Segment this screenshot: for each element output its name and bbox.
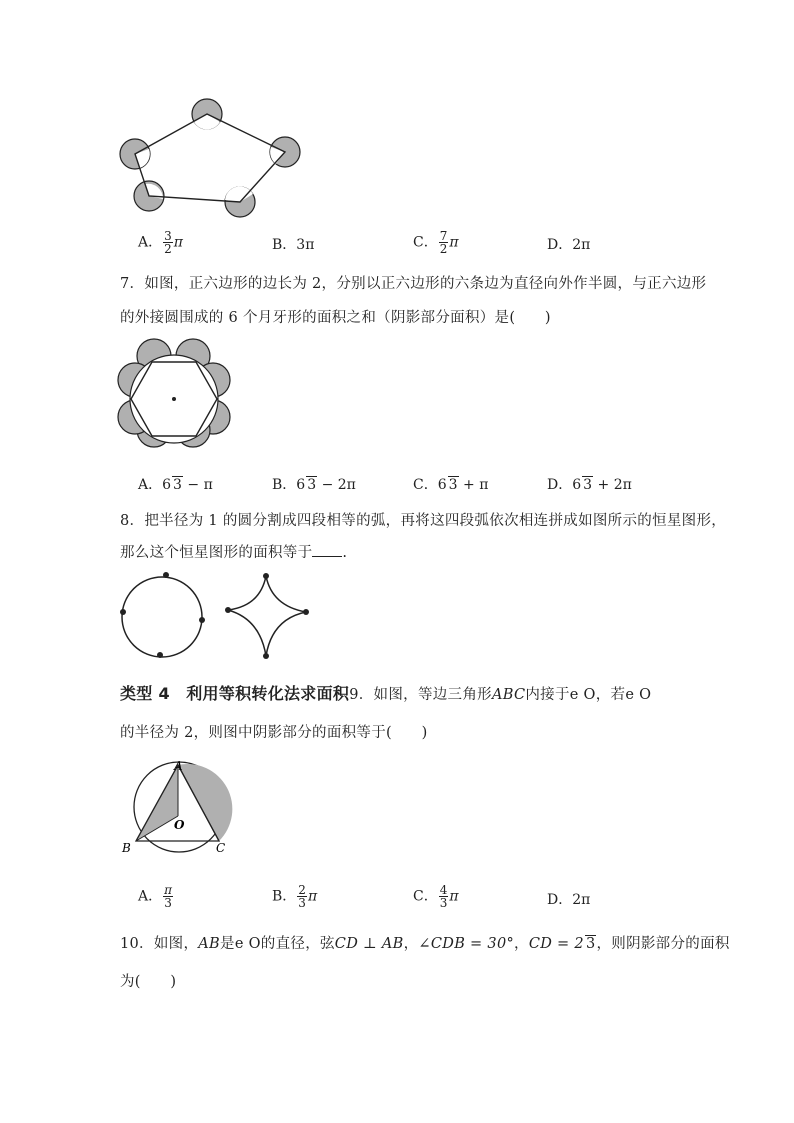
q8-answer-blank[interactable] bbox=[312, 544, 342, 557]
q9-option-b: B． $\frac{2}{3}$ π bbox=[272, 883, 318, 910]
q6-option-d: D．2π bbox=[547, 237, 591, 253]
section-heading-line: 类型 4 利用等积转化法求面积9．如图，等边三角形ABC内接于e O，若e O bbox=[120, 684, 652, 703]
section-heading: 类型 4 利用等积转化法求面积 bbox=[120, 684, 350, 703]
q7-option-a: A．6 3 − π bbox=[138, 477, 213, 493]
q10-text-line2: 为( ) bbox=[120, 974, 177, 990]
q7-option-b: B．6 3 − 2π bbox=[272, 477, 356, 493]
q9-option-a: A． $\frac{\pi}{3}$ bbox=[138, 883, 173, 910]
q9-triangle-figure bbox=[118, 758, 238, 858]
q7-text-line1: 7．如图，正六边形的边长为 2，分别以正六边形的六条边为直径向外作半圆，与正六边形 bbox=[120, 276, 707, 292]
q8-circle-figure bbox=[118, 572, 208, 662]
q6-pentagon-figure bbox=[110, 95, 310, 225]
q9-label-b: B bbox=[122, 841, 131, 855]
q8-text-line1: 8．把半径为 1 的圆分割成四段相等的弧，再将这四段弧依次相连拼成如图所示的恒星图形， bbox=[120, 513, 727, 529]
q7-option-c: C．6 3 + π bbox=[413, 477, 489, 493]
q9-text-line2: 的半径为 2，则图中阴影部分的面积等于( ) bbox=[120, 725, 428, 741]
q9-option-c: C． $\frac{4}{3}$ π bbox=[413, 883, 459, 910]
q7-center-dot bbox=[172, 397, 176, 401]
q6-option-b: B．3π bbox=[272, 237, 315, 253]
q7-option-d: D．6 3 + 2π bbox=[547, 477, 632, 493]
q8-text-line2: 那么这个恒星图形的面积等于 . bbox=[120, 545, 348, 561]
q8-star-figure bbox=[222, 569, 312, 661]
q9-option-d: D．2π bbox=[547, 892, 591, 908]
q7-hexagon-figure bbox=[118, 337, 238, 447]
q9-label-a: A bbox=[174, 759, 183, 773]
q9-label-c: C bbox=[216, 841, 226, 855]
q10-text-line1: 10．如图，AB是e O的直径，弦CD ⊥ AB，∠CDB = 30°，CD = 2 3，则阴影部分的面积 bbox=[120, 936, 730, 952]
q6-option-c: C． $\frac{7}{2}$ π bbox=[413, 229, 459, 256]
q6-option-a: A． $\frac{3}{2}$ π bbox=[138, 229, 183, 256]
q7-text-line2: 的外接圆围成的 6 个月牙形的面积之和（阴影部分面积）是( ) bbox=[120, 310, 551, 326]
q9-label-o: O bbox=[174, 818, 185, 832]
